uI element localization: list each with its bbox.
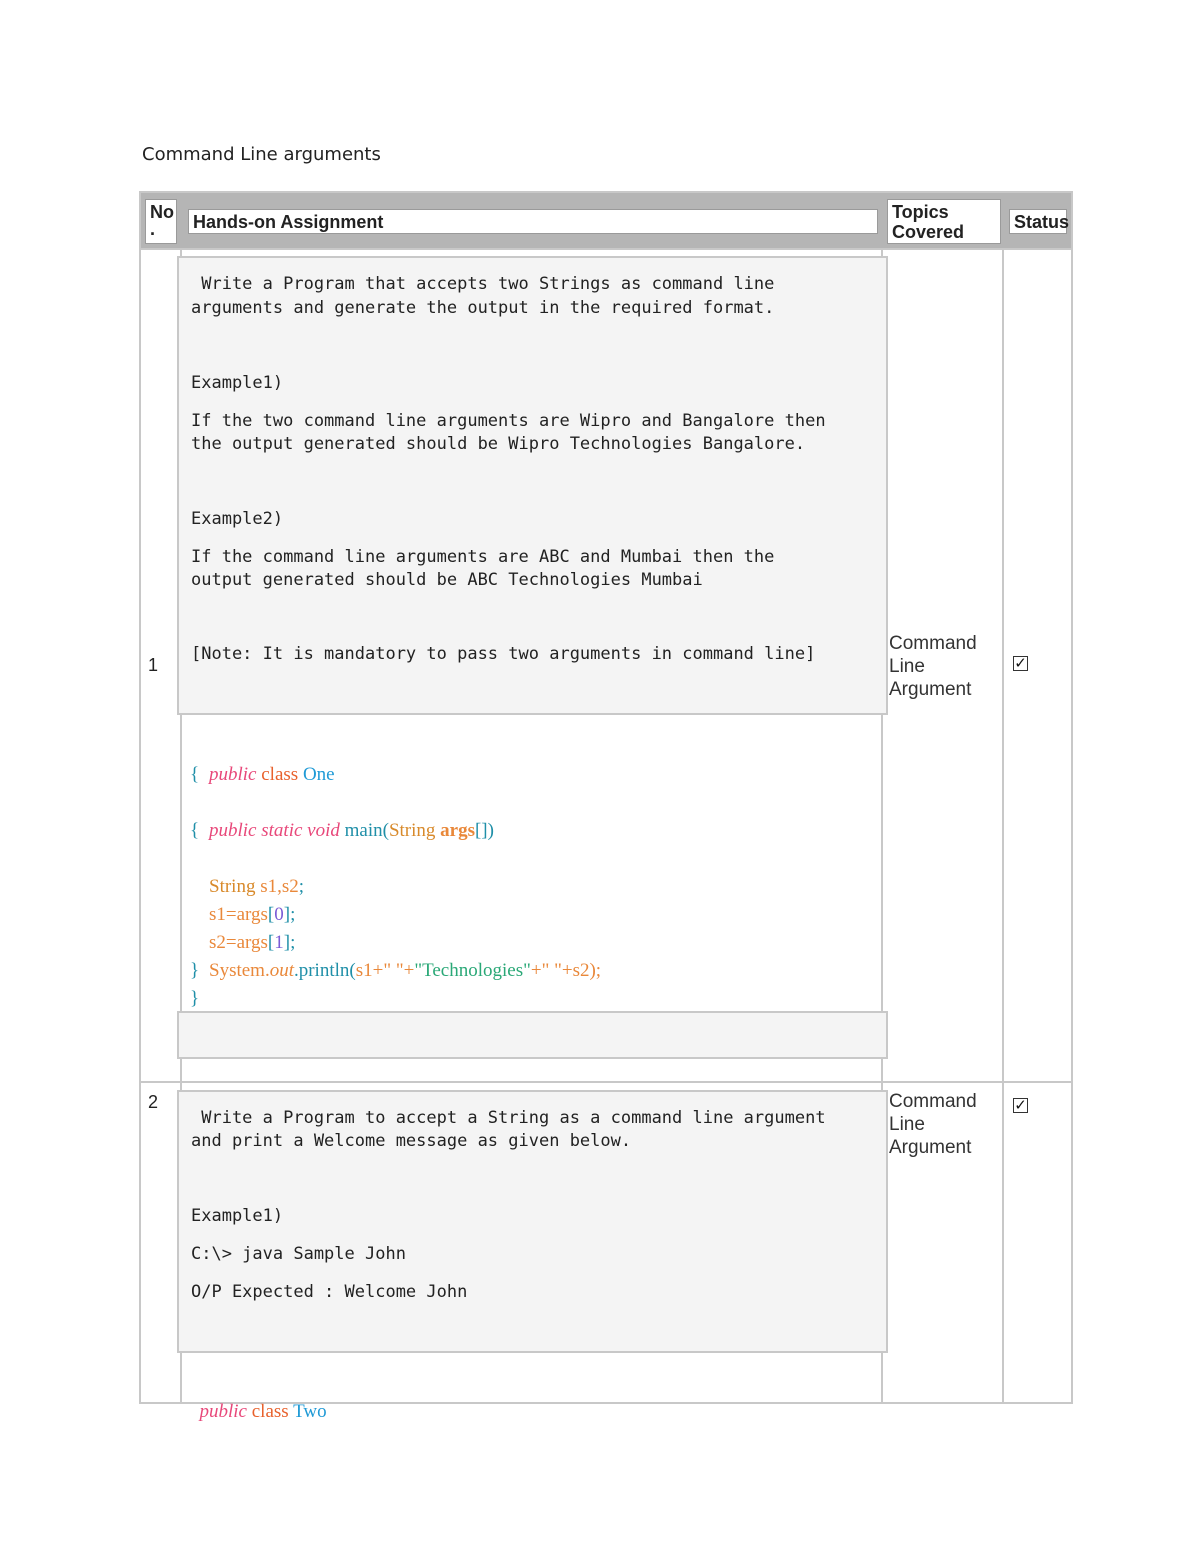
description-line: Example2) [191, 509, 284, 529]
code-line: { [190, 820, 200, 841]
topic-line: Command [889, 1091, 977, 1112]
code-line: } [190, 960, 200, 981]
description-line: and print a Welcome message as given below. [191, 1131, 632, 1151]
code-line: { [190, 764, 200, 785]
description-line: If the command line arguments are ABC and Mumbai then the [191, 547, 775, 567]
topic-line: Argument [889, 679, 972, 700]
code-line: } [190, 988, 200, 1009]
row-divider [139, 1081, 1073, 1083]
row-number: 1 [148, 655, 159, 675]
code-line: String s1,s2; [209, 876, 305, 898]
description-line: [Note: It is mandatory to pass two arguments in command line] [191, 644, 816, 664]
description-line: the output generated should be Wipro Technologies Bangalore. [191, 434, 806, 454]
code-line: public static void main(String args[]) [209, 820, 494, 842]
description-line: C:\> java Sample John [191, 1244, 406, 1264]
description-line: Write a Program that accepts two Strings as command line [191, 274, 775, 294]
column-divider [1002, 250, 1004, 1404]
topic-line: Command [889, 633, 977, 654]
code-line: s2=args[1]; [209, 932, 296, 954]
assignment-description-box [177, 1090, 888, 1353]
description-line: Example1) [191, 1206, 284, 1226]
header-hands-on-assignment: Hands-on Assignment [188, 209, 878, 234]
topic-line: Line [889, 656, 925, 677]
status-checkbox[interactable]: ✓ [1014, 654, 1027, 672]
description-line: O/P Expected : Welcome John [191, 1282, 468, 1302]
document-title: Command Line arguments [142, 144, 381, 165]
description-line: Write a Program to accept a String as a command line argument [191, 1108, 826, 1128]
status-checkbox[interactable]: ✓ [1014, 1096, 1027, 1114]
description-line: If the two command line arguments are Wipro and Bangalore then [191, 411, 826, 431]
topic-line: Argument [889, 1137, 972, 1158]
header-topics-covered: Topics Covered [887, 199, 1001, 244]
table-header [139, 191, 1073, 250]
code-line: System.out.println(s1+" "+"Technologies"+" "+s2); [209, 960, 602, 982]
header-no: No . [145, 199, 177, 244]
description-line: arguments and generate the output in the required format. [191, 298, 775, 318]
code-line: public class One [209, 764, 335, 786]
header-status: Status [1009, 209, 1067, 234]
row-number: 2 [148, 1092, 159, 1112]
empty-output-box [177, 1011, 888, 1059]
code-line: s1=args[0]; [209, 904, 296, 926]
code-line: public class Two [199, 1401, 327, 1423]
topic-line: Line [889, 1114, 925, 1135]
description-line: output generated should be ABC Technologies Mumbai [191, 570, 703, 590]
assignment-description-box [177, 256, 888, 715]
description-line: Example1) [191, 373, 284, 393]
